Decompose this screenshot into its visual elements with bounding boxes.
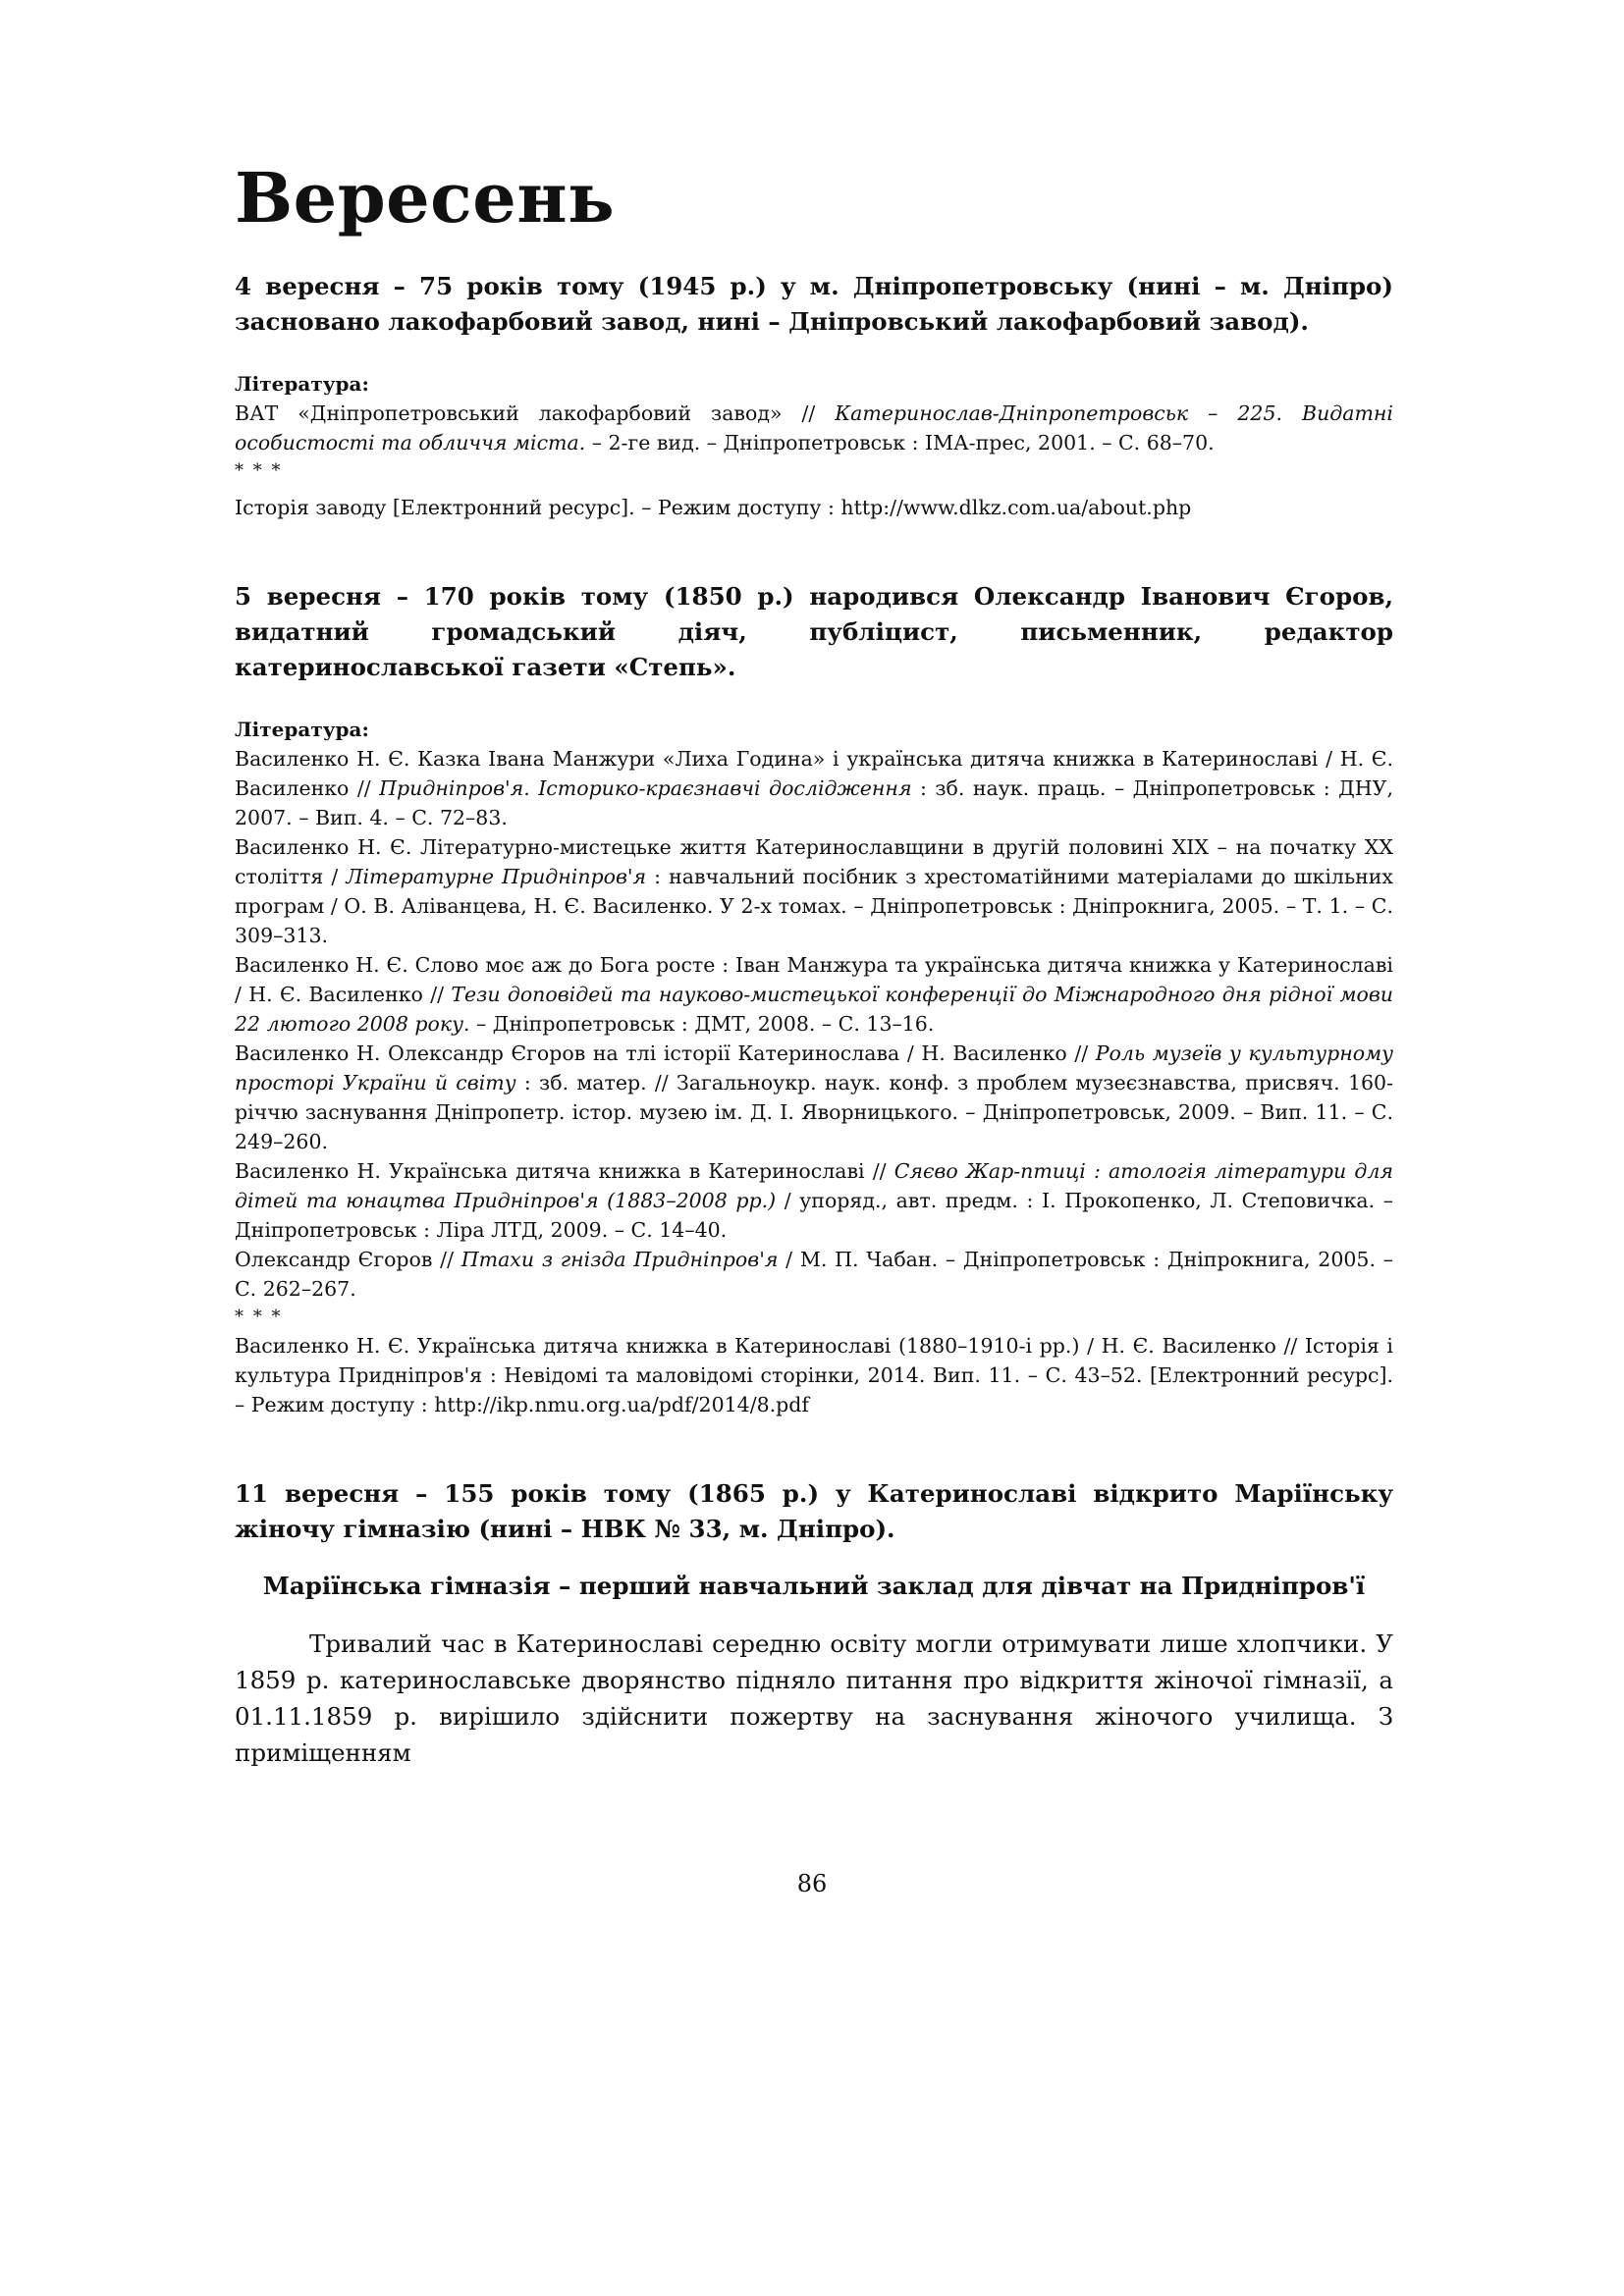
page-title: Вересень	[235, 157, 616, 239]
separator: * * *	[235, 1307, 283, 1327]
ref-tail: – 2-ге вид. – Дніпропетровськ : ІМА-прес, 2001. – С. 68–70.	[585, 431, 1215, 454]
ref-title: Роль музеїв у культурному просторі України й світу	[235, 1041, 1394, 1095]
ref-tail: / упоряд., авт. предм. : І. Прокопенко, Л. Степовичка. – Дніпропетровськ : Ліра ЛТД, 2009. – С. 14–40.	[235, 1189, 1393, 1242]
ref-text: Олександр Єгоров //	[235, 1248, 461, 1271]
body-paragraph: Тривалий час в Катеринославі середню освіту могли отримувати лише хлопчики. У 1859 р. катеринославське дворянство підняло питання про відкриття жіночої гімназії, а 01.11.1859 р. вирішило здійснити пожертву на заснування жіночого училища. З приміщенням	[235, 1629, 1393, 1767]
reference-item	[235, 1245, 1393, 1304]
ref-text: Василенко Н. Є. Слово моє аж до Бога росте : Іван Манжура та українська дитяча книжка у Катеринославі / Н. Є. Василенко //	[235, 953, 1393, 1006]
page-number: 86	[796, 1870, 828, 1897]
reference-item	[235, 950, 1393, 1039]
literature-label: Література:	[235, 718, 369, 741]
separator: * * *	[235, 460, 283, 481]
ref-tail: : зб. наук. праць. – Дніпропетровськ : ДНУ, 2007. – Вип. 4. – С. 72–83.	[235, 776, 1393, 829]
ref-title: Літературне Придніпров'я	[346, 865, 647, 888]
ref-tail: : зб. матер. // Загальноукр. наук. конф. з проблем музеєзнавства, присвяч. 160-річчю заснування Дніпропетр. істор. музею ім. Д. І. Яворницького. – Дніпропетровськ, 2009. – Вип. 11. – С. 249–260.	[235, 1071, 1393, 1153]
ref-title: Придніпров'я. Історико-краєзнавчі дослідження	[379, 776, 912, 800]
ref-text: Василенко Н. Українська дитяча книжка в Катеринославі //	[235, 1159, 894, 1183]
entry-sep-4	[235, 269, 1393, 522]
ref-text: Василенко Н. Є. Літературно-мистецьке життя Катеринославщини в другій половині ХІХ – на початку ХХ століття /	[235, 835, 1393, 888]
entry-heading: 5 вересня – 170 років тому (1850 р.) народився Олександр Іванович Єгоров, видатний громадський діяч, публіцист, письменник, редактор катеринославської газети «Степь».	[235, 582, 1393, 681]
ref-text: Історія заводу [Електронний ресурс]. – Режим доступу : http://www.dlkz.com.ua/about.php	[235, 496, 1192, 519]
article-subheading: Маріїнська гімназія – перший навчальний заклад для дівчат на Придніпров'ї	[262, 1572, 1366, 1600]
entry-heading: 11 вересня – 155 років тому (1865 р.) у Катеринославі відкрито Маріїнську жіночу гімназію (нині – НВК № 33, м. Дніпро).	[235, 1479, 1393, 1543]
literature-label: Література:	[235, 372, 369, 396]
ref-text: Василенко Н. Є. Казка Івана Манжури «Лиха Година» і українська дитяча книжка в Катеринославі / Н. Є. Василенко //	[235, 747, 1393, 800]
ref-title: Птахи з гнізда Придніпров'я	[460, 1248, 779, 1271]
ref-title: Сяєво Жар-птиці : атологія літератури для дітей та юнацтва Придніпров'я (1883–2008 рр.)	[235, 1159, 1393, 1212]
ref-tail: : навчальний посібник з хрестоматійними матеріалами до шкільних програм / О. В. Аліванцева, Н. Є. Василенко. У 2-х томах. – Дніпропетровськ : Дніпрокнига, 2005. – Т. 1. – С. 309–313.	[235, 865, 1393, 947]
reference-item	[235, 399, 1393, 457]
document-page	[235, 157, 1393, 1771]
ref-title: Катеринослав-Дніпропетровськ – 225. Видатні особистості та обличчя міста.	[235, 401, 1393, 454]
ref-text: ВАТ «Дніпропетровський лакофарбовий завод» //	[235, 401, 836, 425]
ref-text: Василенко Н. Олександр Єгоров на тлі історії Катеринослава / Н. Василенко //	[235, 1041, 1096, 1065]
entry-sep-11	[235, 1476, 1393, 1771]
reference-item	[235, 493, 1393, 522]
entry-sep-5	[235, 579, 1393, 1419]
reference-item	[235, 832, 1393, 950]
reference-item	[235, 1331, 1393, 1419]
reference-item	[235, 1156, 1393, 1245]
reference-item	[235, 744, 1393, 832]
ref-tail: / М. П. Чабан. – Дніпропетровськ : Дніпрокнига, 2005. – С. 262–267.	[235, 1248, 1393, 1301]
ref-title: Тези доповідей та науково-мистецької конференції до Міжнародного дня рідної мови 22 лютого 2008 року	[235, 983, 1393, 1036]
ref-tail: . – Дніпропетровськ : ДМТ, 2008. – С. 13–16.	[463, 1012, 935, 1036]
reference-item	[235, 1039, 1393, 1156]
entry-heading: 4 вересня – 75 років тому (1945 р.) у м. Дніпропетровську (нині – м. Дніпро) засновано лакофарбовий завод, нині – Дніпровський лакофарбовий завод).	[235, 272, 1393, 336]
ref-text: Василенко Н. Є. Українська дитяча книжка в Катеринославі (1880–1910-і рр.) / Н. Є. Василенко // Історія і культура Придніпров'я : Невідомі та маловідомі сторінки, 2014. Вип. 11. – С. 43–52. [Електронний ресурс]. – Режим доступу : http://ikp.nmu.org.ua/pdf/2014/8.pdf	[235, 1334, 1393, 1416]
